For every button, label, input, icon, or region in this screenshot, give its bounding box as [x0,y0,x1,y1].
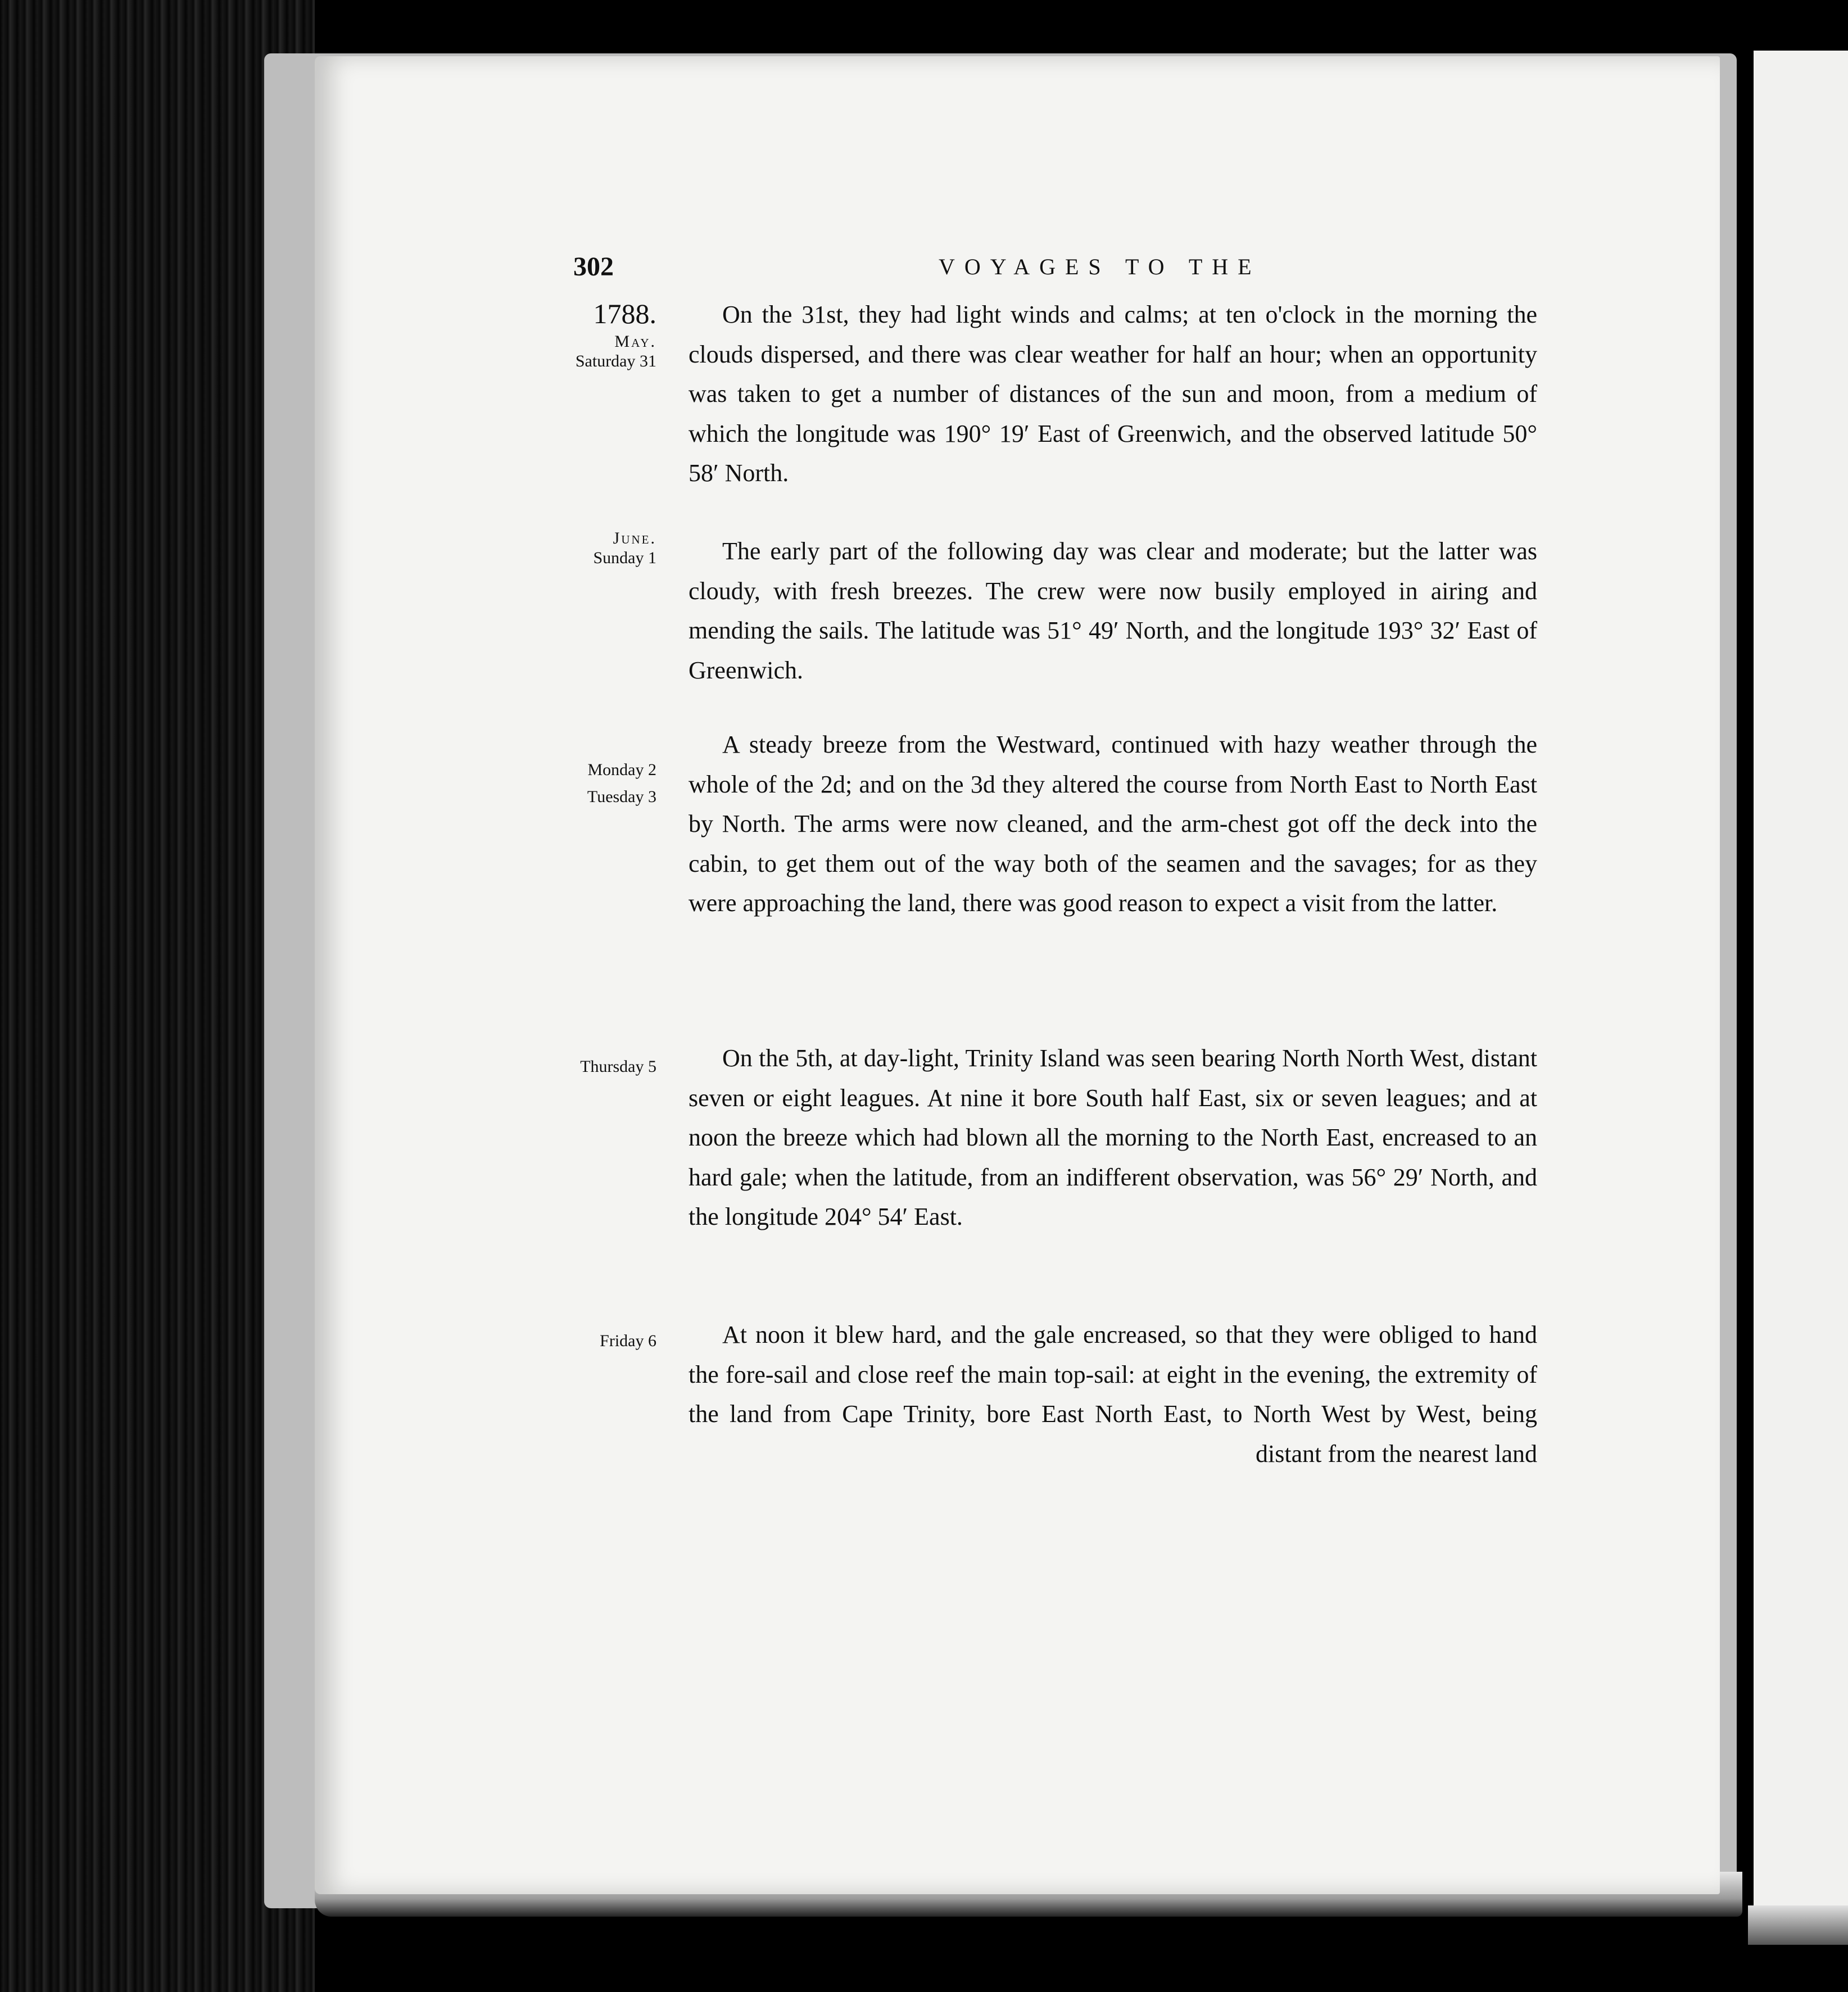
margin-note-sunday: Sunday 1 [593,549,656,567]
paragraph-june-1: The early part of the following day was clear and moderate; but the latter was cloudy, with fresh breezes. The crew were now busily employed in airing and mending the sails. The latitude was 51° 49′ North, and the longitude 193° 32′ East of Greenwich. [689,537,1537,684]
paragraph-june-2-3: A steady breeze from the Westward, continued with hazy weather through the whole of the 2d; and on the 3d they altered the course from North East to North East by North. The arms were now cleaned, and the arm-chest got off the deck into the cabin, to get them out of the way both of the seamen and the savages; for as they were approaching the land, there was good reason to expect a visit from the latter. [689,731,1537,917]
margin-note-tuesday: Tuesday 3 [587,787,656,806]
paragraph-june-5: On the 5th, at day-light, Trinity Island was seen bearing North North West, distant seven or eight leagues. At nine it bore South half East, six or seven leagues; and at noon the breeze which had blown all the morning to the North East, encreased to an hard gale; when the latitude, from an indifferent observation, was 56° 29′ North, and the longitude 204° 54′ East. [689,1044,1537,1230]
facing-page-edge [1748,51,1848,1928]
margin-note-month-may: May. [614,332,656,351]
paragraph-june-6: At noon it blew hard, and the gale encreased, so that they were obliged to hand the fore-sail and close reef the main top-sail: at eight in the evening, the extremity of the land from Cape Trinity, bore East North East, to North West by West, being distant from the nearest land [689,1321,1537,1468]
running-head-title: VOYAGES TO THE [939,254,1261,279]
paragraph-may-31: On the 31st, they had light winds and calms; at ten o'clock in the morning the clouds dispersed, and there was clear weather for half an hour; when an opportunity was taken to get a number of distances of the sun and moon, from a medium of which the longitude was 190° 19′ East of Greenwich, and the observed latitude 50° 58′ North. [689,301,1537,487]
margin-note-year: 1788. [593,298,656,329]
page-number: 302 [573,252,614,282]
margin-note-month-june: June. [613,529,656,547]
margin-note-thursday: Thursday 5 [580,1057,656,1076]
facing-page-bottom-edge [1748,1905,1848,1945]
margin-note-saturday: Saturday 31 [575,352,656,370]
margin-note-friday: Friday 6 [600,1332,656,1350]
margin-note-monday: Monday 2 [587,760,656,779]
